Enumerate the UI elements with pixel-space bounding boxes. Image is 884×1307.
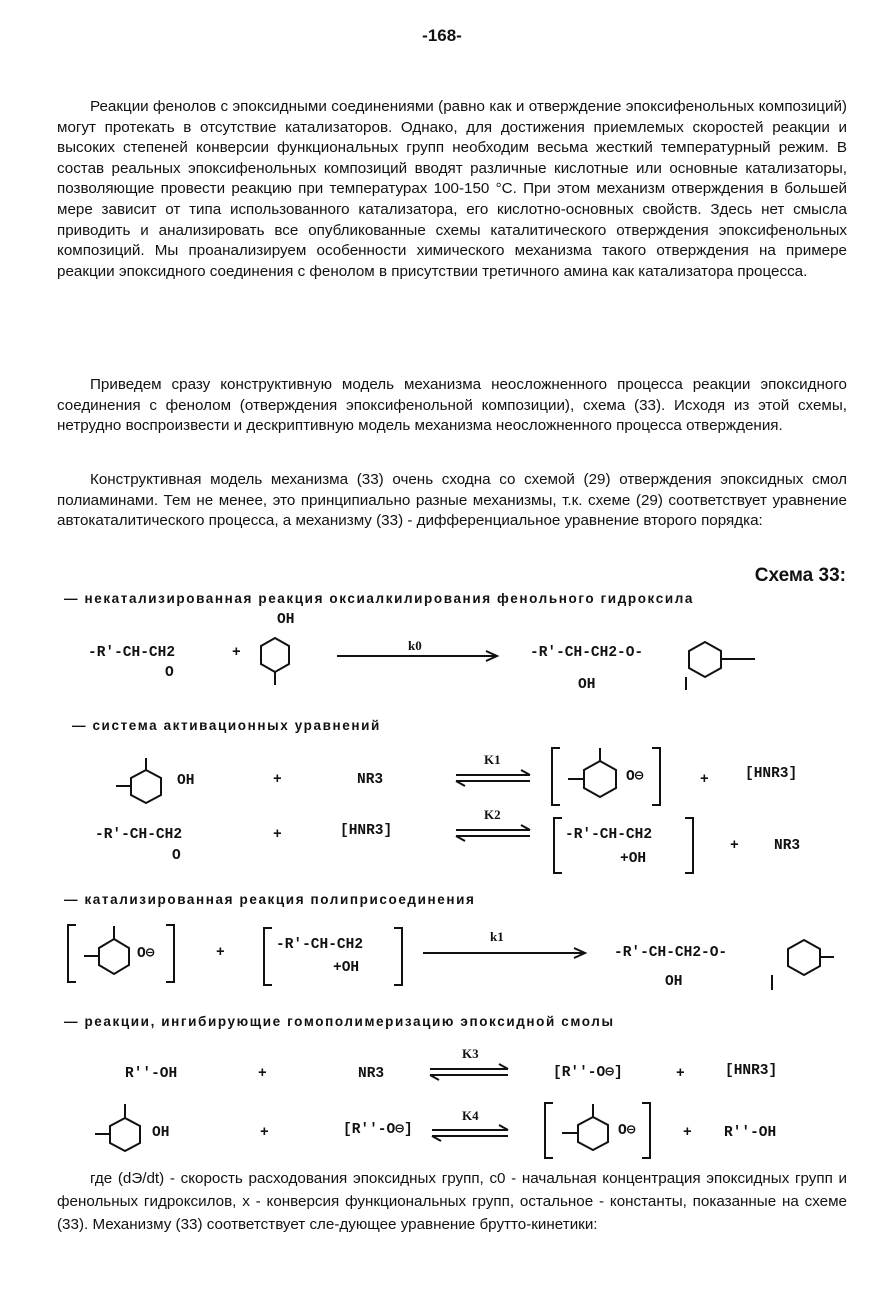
product-oh-2: OH: [665, 974, 683, 990]
amine-nr3-3: NR3: [358, 1066, 385, 1082]
product-label-2: -R'-CH-CH2-O-: [614, 945, 728, 961]
benzene-ring-icon: [788, 940, 820, 975]
paragraph-text: Конструктивная модель механизма (33) очень сходна со схемой (29) отверждения эпоксидных смол полиаминами. Тем не менее, это принципиально разные механизмы, т.к. схеме (29) соответствует уравнение автокаталитического процесса, а механизму (33) - дифференциальное уравнение второго порядка:: [57, 471, 847, 530]
rate-constant-k0: k0: [408, 638, 422, 653]
phenoxide-ion-2: O⊖: [137, 946, 155, 962]
phenol-oh: OH: [277, 612, 295, 628]
benzene-ring-icon: [110, 1118, 140, 1151]
phenoxide-ion: O⊖: [626, 769, 644, 785]
plus-sign: +: [730, 838, 739, 854]
footer-paragraph: [57, 1167, 847, 1236]
plus-sign: +: [258, 1066, 267, 1082]
phenoxide-ion-3: O⊖: [618, 1123, 636, 1139]
amine-nr3-2: NR3: [774, 838, 801, 854]
benzene-ring-icon: [689, 642, 721, 677]
plus-sign: +: [216, 945, 225, 961]
page-number: -168-: [422, 26, 462, 45]
product-oh: OH: [578, 677, 596, 693]
epoxide-label-2: -R'-CH-CH2: [95, 827, 183, 843]
section-heading-uncatalyzed: — некатализированная реакция оксиалкилирования фенольного гидроксила: [64, 591, 695, 606]
ammonium-ion-3: [HNR3]: [725, 1063, 778, 1079]
equilibrium-constant-K1: K1: [484, 752, 501, 767]
plus-sign: +: [683, 1125, 692, 1141]
rate-constant-k1: k1: [490, 929, 504, 944]
activated-epoxide: -R'-CH-CH2: [565, 827, 653, 843]
equilibrium-constant-K4: K4: [462, 1108, 479, 1123]
amine-nr3: NR3: [357, 772, 384, 788]
section-heading-catalyzed: — катализированная реакция полиприсоединения: [64, 892, 476, 907]
alcohol-roh-2: R''-OH: [724, 1125, 777, 1141]
alcohol-roh: R''-OH: [125, 1066, 178, 1082]
epoxide-oxygen: O: [165, 665, 174, 681]
plus-sign: +: [260, 1125, 269, 1141]
alkoxide-ion-2: [R''-O⊖]: [343, 1122, 413, 1138]
phenol-oh-2: OH: [177, 773, 195, 789]
paragraph-text: Приведем сразу конструктивную модель механизма неосложненного процесса реакции эпоксидного соединения с фенолом (отверждения эпоксифенольной композиции), схема (33). Исходя из этой схемы, нетрудно воспроизвести и дескриптивную модель механизма неосложненного процесса отверждения.: [57, 376, 847, 435]
equilibrium-constant-K2: K2: [484, 807, 501, 822]
activated-epoxide-2: -R'-CH-CH2: [276, 937, 364, 953]
plus-sign: +: [232, 645, 241, 661]
paragraph-text: Реакции фенолов с эпоксидными соединениями (равно как и отверждение эпоксифенольных композиций) могут протекать в отсутствие катализаторов. Однако, для достижения приемлемых скоростей реакции и высоких степеней конверсии функциональных групп необходим весьма жесткий температурный режим. В состав реальных эпоксифенольных композиций вводят различные кислотные или основные катализаторы, позволяющие провести реакцию при температурах 100-150 °С. При этом механизм отверждения в большей мере зависит от типа использованного катализатора, его кислотно-основных свойств. Здесь нет смысла приводить и анализировать все опубликованные схемы каталитического отверждения эпоксифенольных композиций. Мы проанализируем особенности химического механизма такого отверждения на примере реакции эпоксидного соединения с фенолом в присутствии третичного амина как катализатора процесса.: [57, 98, 847, 280]
benzene-ring-icon: [578, 1117, 608, 1150]
alkoxide-ion: [R''-O⊖]: [553, 1065, 623, 1081]
plus-sign: +: [273, 772, 282, 788]
plus-sign: +: [273, 827, 282, 843]
activated-oh: +OH: [620, 851, 647, 867]
ammonium-ion-2: [HNR3]: [340, 823, 393, 839]
benzene-ring-icon: [584, 761, 616, 797]
activated-oh-2: +OH: [333, 960, 360, 976]
product-label: -R'-CH-CH2-O-: [530, 645, 644, 661]
section-heading-activation: — система активационных уравнений: [72, 718, 381, 733]
epoxide-oxygen-2: O: [172, 848, 181, 864]
benzene-ring-icon: [261, 638, 289, 672]
scheme-title: Схема 33:: [754, 565, 846, 586]
footer-text: где (dЭ/dt) - скорость расходования эпоксидных групп, c0 - начальная концентрация эпоксидных групп и фенольных гидроксилов, x - конверсия функциональных групп, остальное - константы, показанные на схеме (33). Механизму (33) соответствует сле-дующее уравнение брутто-кинетики:: [57, 1170, 847, 1233]
benzene-ring-icon: [131, 770, 161, 803]
benzene-ring-icon: [99, 939, 129, 974]
equilibrium-constant-K3: K3: [462, 1046, 479, 1061]
ammonium-ion: [HNR3]: [745, 766, 798, 782]
phenol-oh-3: OH: [152, 1125, 170, 1141]
section-heading-inhibiting: — реакции, ингибирующие гомополимеризацию эпоксидной смолы: [64, 1014, 615, 1029]
plus-sign: +: [676, 1066, 685, 1082]
plus-sign: +: [700, 772, 709, 788]
epoxide-label: -R'-CH-CH2: [88, 645, 176, 661]
